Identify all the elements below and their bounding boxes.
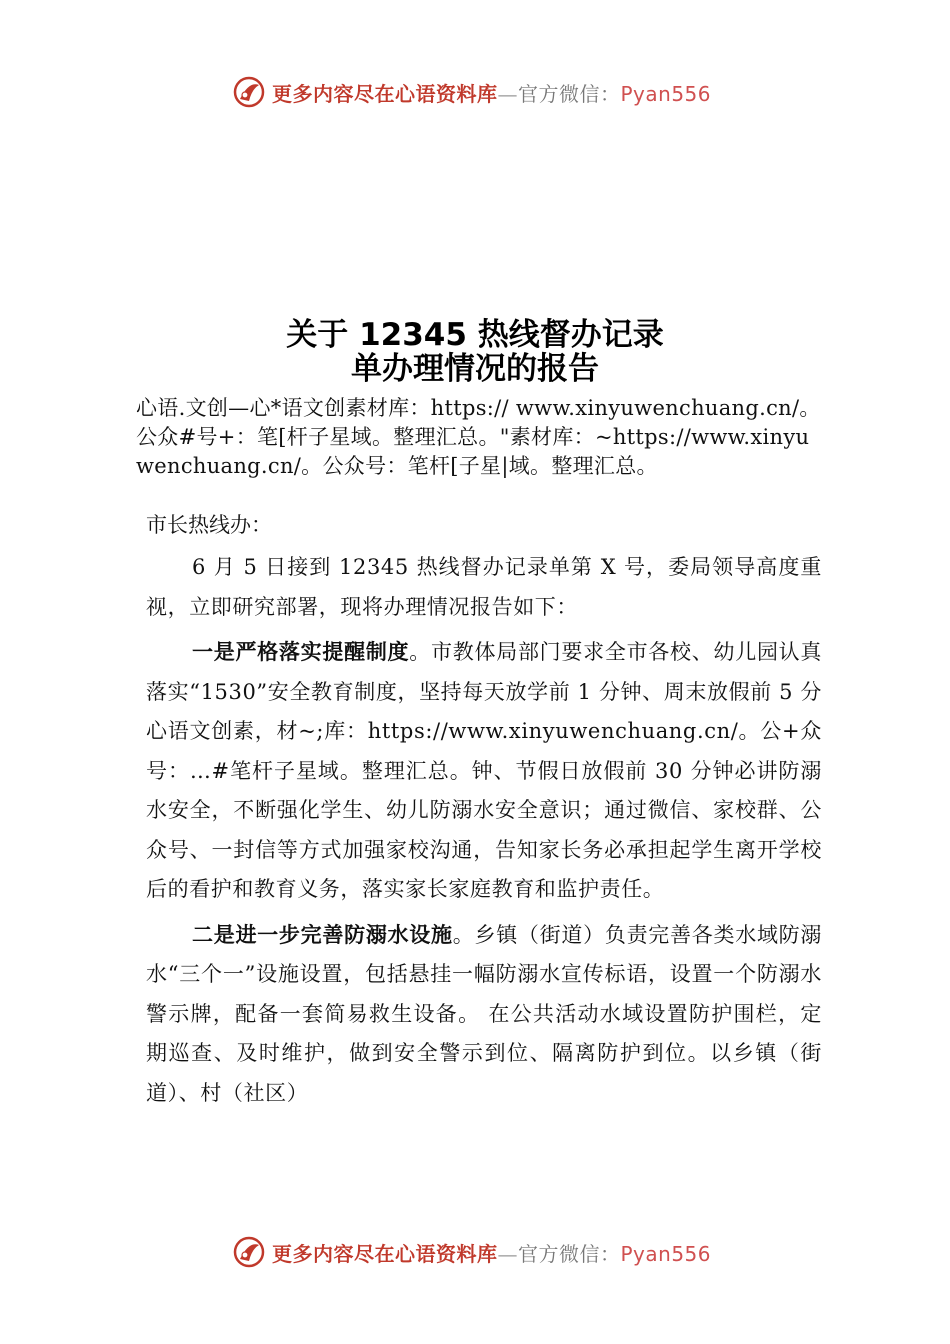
brand-logo-icon <box>232 75 266 109</box>
report-body <box>146 548 822 1119</box>
paragraph-1-body: 。市教体局部门要求全市各校、幼儿园认真落实“1530”安全教育制度，坚持每天放学前 1 分钟、周末放假前 5 分心语文创素，材~;库：https://www.xinyuwenchuang.cn/。公+众号：…#笔杆子星域。整理汇总。钟、节假日放假前 30 分钟必讲防溺水安全，不断强化学生、幼儿防溺水安全意识；通过微信、家校群、公众号、一封信等方式加强家校沟通，告知家长务必承担起学生离开学校后的看护和教育义务，落实家长家庭教育和监护责任。 <box>146 640 823 901</box>
footer-banner <box>232 1232 752 1272</box>
banner-dash: — <box>497 81 518 106</box>
title-line-2: 单办理情况的报告 <box>351 351 599 387</box>
paragraph-2-lead: 二是进一步完善防溺水设施 <box>192 922 453 947</box>
document-title <box>0 318 950 386</box>
banner-wechat-id: Pyan556 <box>620 81 712 106</box>
footer-slogan: 更多内容尽在心语资料库 <box>272 1241 498 1266</box>
footer-dash: — <box>497 1241 518 1266</box>
footer-wechat-id: Pyan556 <box>620 1241 712 1266</box>
footer-wechat-label: 官方微信： <box>518 1241 621 1266</box>
title-line-1: 关于 12345 热线督办记录 <box>286 317 664 353</box>
paragraph-1 <box>146 633 822 910</box>
intro-paragraph: 6 月 5 日接到 12345 热线督办记录单第 X 号，委局领导高度重视，立即研究部署，现将办理情况报告如下： <box>146 555 822 619</box>
paragraph-2 <box>146 916 822 1114</box>
addressee: 市长热线办： <box>146 513 272 537</box>
paragraph-2-body: 。乡镇（街道）负责完善各类水域防溺水“三个一”设施设置，包括悬挂一幅防溺水宣传标语，设置一个防溺水警示牌，配备一套简易救生设备。 在公共活动水域设置防护围栏，定期巡查、及时维护，做到安全警示到位、隔离防护到位。以乡镇（街道）、村（社区） <box>146 922 823 1105</box>
header-banner-text <box>272 78 711 107</box>
paragraph-1-lead: 一是严格落实提醒制度 <box>192 640 410 664</box>
source-note: 心语.文创—心*语文创素材库：https:// www.xinyuwenchuang.cn/。公众#号+：笔[杆子星域。整理汇总。"素材库：~https://www.xinyuwenchuang.cn/。公众号：笔杆[子星|域。整理汇总。 <box>136 396 821 478</box>
banner-slogan: 更多内容尽在心语资料库 <box>272 81 498 106</box>
header-banner <box>232 72 752 112</box>
footer-banner-text <box>272 1238 711 1267</box>
banner-wechat-label: 官方微信： <box>518 81 621 106</box>
brand-logo-icon <box>232 1235 266 1269</box>
